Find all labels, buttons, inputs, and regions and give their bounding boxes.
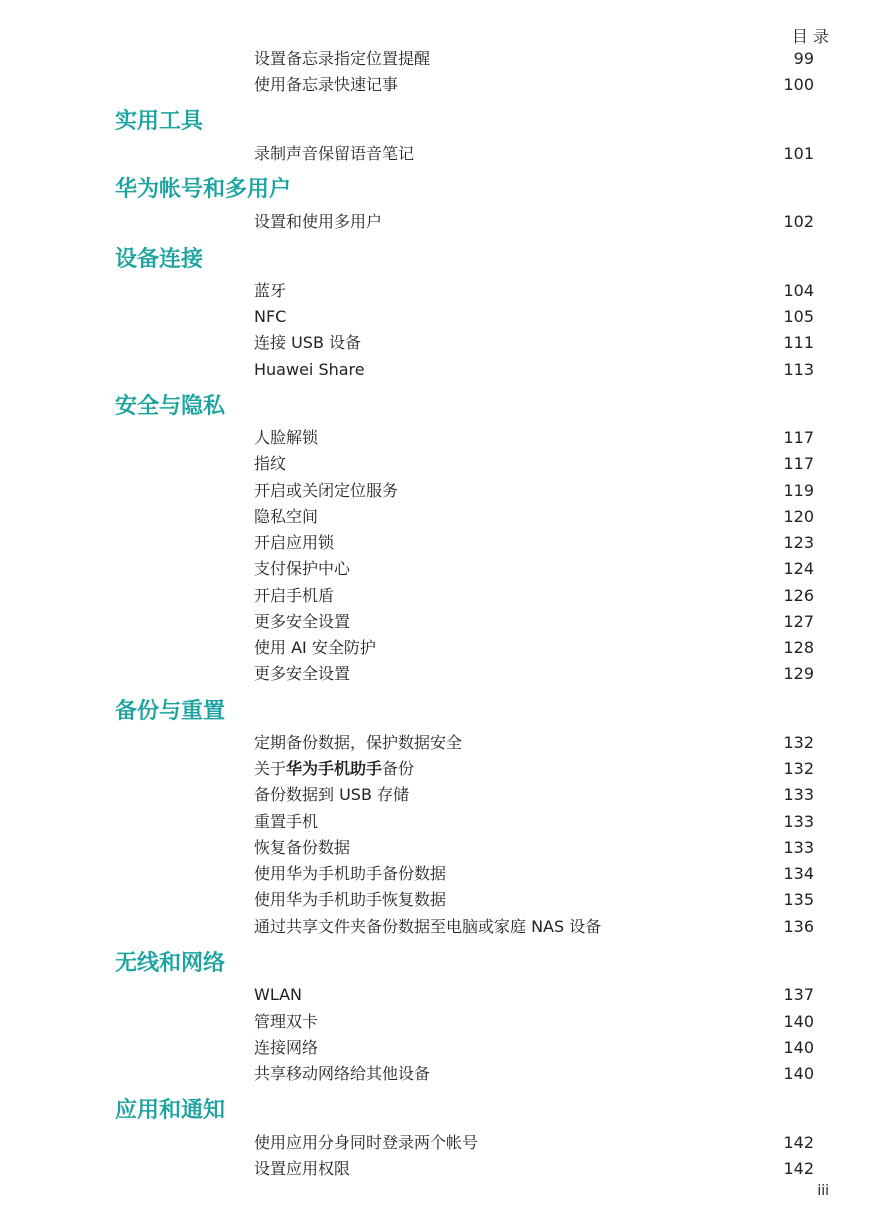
section-heading[interactable]: 设备连接 xyxy=(115,247,204,272)
toc-entry-title: 备份数据到 USB 存储 xyxy=(254,785,410,804)
toc-entry-page: 101 xyxy=(783,144,814,163)
toc-entry-title-suffix: 备份 xyxy=(382,759,415,778)
toc-entry-title-bold: 华为手机助手 xyxy=(286,759,383,778)
toc-entry-title: 设置备忘录指定位置提醒 xyxy=(254,49,431,68)
toc-entry-title: 使用备忘录快速记事 xyxy=(254,75,399,94)
toc-entry-title: 设置和使用多用户 xyxy=(254,212,383,231)
page-number: iii xyxy=(817,1183,829,1199)
section-heading[interactable]: 应用和通知 xyxy=(115,1098,226,1123)
toc-entry-page: 132 xyxy=(783,759,814,778)
toc-entry-title: 管理双卡 xyxy=(254,1012,319,1031)
toc-entry-title: 使用应用分身同时登录两个帐号 xyxy=(254,1133,479,1152)
toc-entry-page: 128 xyxy=(783,638,814,657)
section-heading[interactable]: 安全与隐私 xyxy=(115,394,226,419)
toc-entry-page: 124 xyxy=(783,559,814,578)
toc-entry-page: 132 xyxy=(783,733,814,752)
toc-entry-title: WLAN xyxy=(254,985,303,1004)
toc-entry-title: 蓝牙 xyxy=(254,281,287,300)
toc-entry-title: 开启应用锁 xyxy=(254,533,335,552)
toc-entry-title xyxy=(254,759,414,779)
toc-entry-title: 共享移动网络给其他设备 xyxy=(254,1064,431,1083)
toc-entry-page: 99 xyxy=(793,49,814,68)
toc-entry-page: 105 xyxy=(783,307,814,326)
toc-entry-title: 通过共享文件夹备份数据至电脑或家庭 NAS 设备 xyxy=(254,917,602,936)
toc-entry-page: 142 xyxy=(783,1159,814,1178)
toc-entry-page: 100 xyxy=(783,75,814,94)
section-heading[interactable]: 备份与重置 xyxy=(115,699,226,724)
toc-entry-title: 开启手机盾 xyxy=(254,586,335,605)
toc-entry-title: 连接网络 xyxy=(254,1038,319,1057)
toc-entry-title: 设置应用权限 xyxy=(254,1159,351,1178)
toc-entry-page: 133 xyxy=(783,838,814,857)
toc-entry-page: 142 xyxy=(783,1133,814,1152)
toc-entry-page: 102 xyxy=(783,212,814,231)
toc-entry-page: 104 xyxy=(783,281,814,300)
toc-entry-page: 129 xyxy=(783,664,814,683)
toc-entry-title: 更多安全设置 xyxy=(254,612,351,631)
toc-entry-title: 连接 USB 设备 xyxy=(254,333,362,352)
toc-entry-page: 136 xyxy=(783,917,814,936)
toc-entry-page: 126 xyxy=(783,586,814,605)
toc-entry-title: 使用 AI 安全防护 xyxy=(254,638,376,657)
section-heading[interactable]: 实用工具 xyxy=(115,109,204,134)
toc-entry-title: 恢复备份数据 xyxy=(254,838,351,857)
toc-header: 目 录 xyxy=(791,27,829,46)
toc-entry-page: 111 xyxy=(783,333,814,352)
toc-entry-page: 113 xyxy=(783,360,814,379)
section-heading[interactable]: 无线和网络 xyxy=(115,951,226,976)
toc-entry-title-prefix: 关于 xyxy=(254,759,287,778)
toc-entry-title: 录制声音保留语音笔记 xyxy=(254,144,415,163)
toc-entry-title: 重置手机 xyxy=(254,812,319,831)
toc-entry-title: 开启或关闭定位服务 xyxy=(254,481,399,500)
toc-entry-page: 134 xyxy=(783,864,814,883)
toc-entry-page: 123 xyxy=(783,533,814,552)
toc-entry-title: NFC xyxy=(254,307,287,326)
toc-entry-title: 人脸解锁 xyxy=(254,428,319,447)
toc-entry-title: 隐私空间 xyxy=(254,507,319,526)
toc-entry-page: 140 xyxy=(783,1064,814,1083)
toc-entry-page: 140 xyxy=(783,1038,814,1057)
toc-entry-title: 定期备份数据，保护数据安全 xyxy=(254,733,463,752)
section-heading[interactable]: 华为帐号和多用户 xyxy=(115,177,292,202)
toc-entry-title: 支付保护中心 xyxy=(254,559,351,578)
toc-entry-page: 140 xyxy=(783,1012,814,1031)
toc-entry-page: 119 xyxy=(783,481,814,500)
toc-entry-page: 117 xyxy=(783,428,814,447)
toc-entry-page: 137 xyxy=(783,985,814,1004)
toc-entry-page: 127 xyxy=(783,612,814,631)
toc-entry-page: 135 xyxy=(783,890,814,909)
toc-entry-title: 使用华为手机助手备份数据 xyxy=(254,864,447,883)
toc-entry-title: 指纹 xyxy=(254,454,287,473)
toc-entry-title: 更多安全设置 xyxy=(254,664,351,683)
toc-entry-page: 120 xyxy=(783,507,814,526)
toc-entry-title: Huawei Share xyxy=(254,360,365,379)
toc-entry-page: 117 xyxy=(783,454,814,473)
toc-entry-page: 133 xyxy=(783,785,814,804)
toc-entry-page: 133 xyxy=(783,812,814,831)
toc-entry-title: 使用华为手机助手恢复数据 xyxy=(254,890,447,909)
